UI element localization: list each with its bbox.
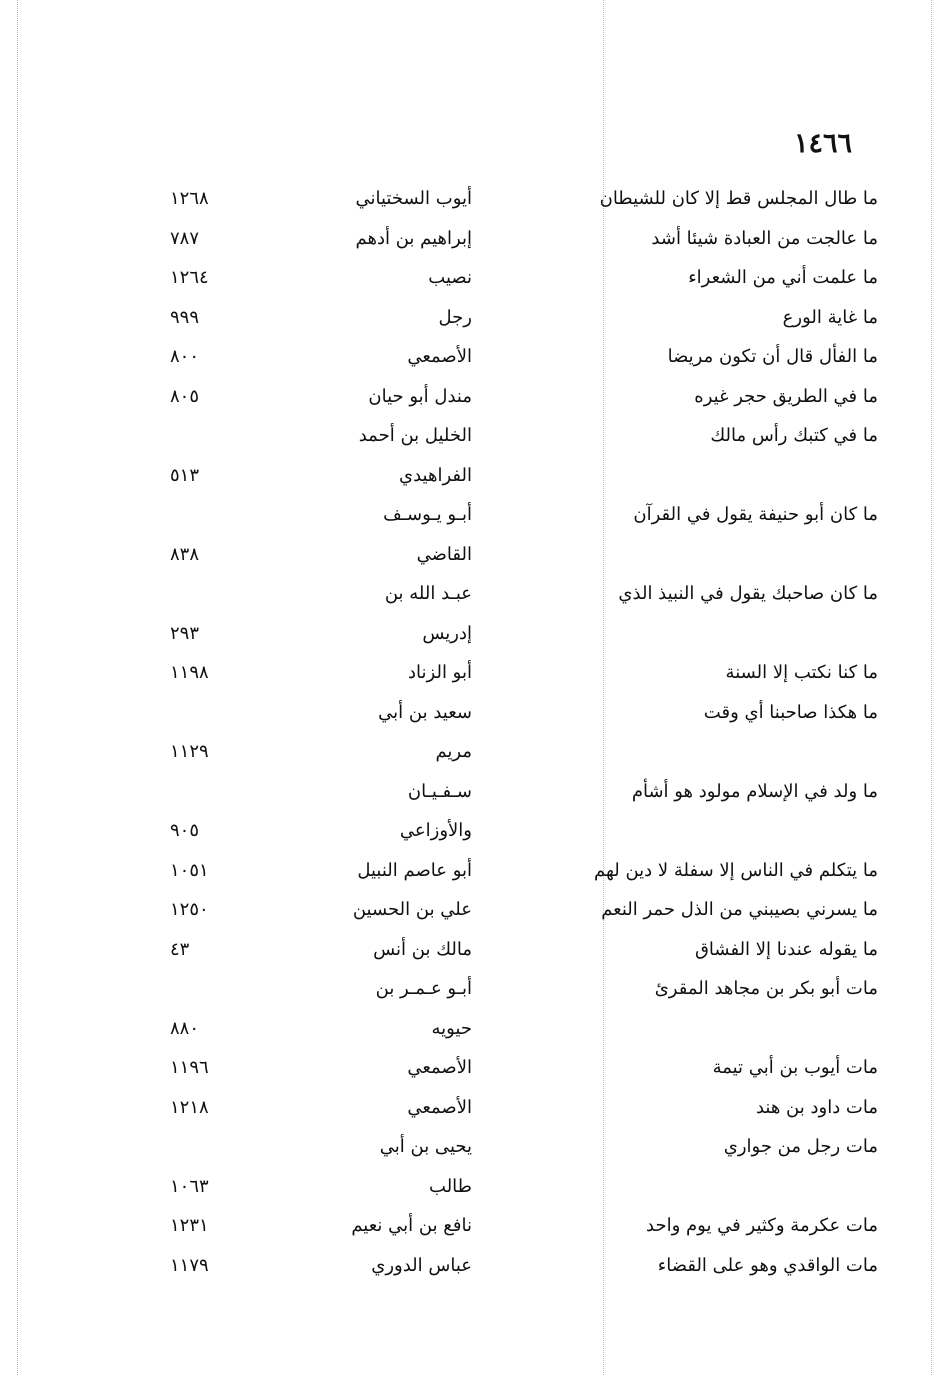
entry-phrase: ما ولد في الإسلام مولود هو أشأم xyxy=(631,780,878,802)
entry-reference-number: ١١٩٨ xyxy=(170,662,209,683)
index-entry-row xyxy=(0,970,944,1010)
entry-reference-number: ١٠٥١ xyxy=(170,859,209,881)
entry-reference-number: ٩٠٥ xyxy=(170,820,200,841)
entry-reference-number: ٥١٣ xyxy=(170,464,200,486)
index-entry-row xyxy=(0,299,944,339)
entry-narrator: الأصمعي xyxy=(407,346,472,367)
entry-reference-number: ١٢٣١ xyxy=(170,1215,209,1236)
index-entry-row xyxy=(0,1247,944,1287)
index-entry-row xyxy=(0,220,944,260)
index-entry-row xyxy=(0,1010,944,1050)
entry-narrator: أيوب السختياني xyxy=(355,188,472,209)
page-number: ١٤٦٦ xyxy=(793,128,852,159)
entry-reference-number: ١٢٦٤ xyxy=(170,267,209,288)
index-entry-row xyxy=(0,1089,944,1129)
entry-narrator: الخليل بن أحمد xyxy=(358,425,472,446)
entry-phrase: مات أيوب بن أبي تيمة xyxy=(712,1057,878,1078)
entry-reference-number: ٩٩٩ xyxy=(170,306,200,328)
entry-narrator: إبراهيم بن أدهم xyxy=(355,227,472,249)
index-entry-row xyxy=(0,1128,944,1168)
entry-narrator: نصيب xyxy=(428,267,472,288)
entry-narrator: عبـد الله بن xyxy=(384,583,472,604)
index-entry-row xyxy=(0,378,944,418)
entry-phrase: ما كنا نكتب إلا السنة xyxy=(725,662,878,683)
entry-reference-number: ١١٧٩ xyxy=(170,1254,209,1276)
entry-narrator: الأصمعي xyxy=(407,1057,472,1078)
index-entry-row xyxy=(0,615,944,655)
entry-narrator: علي بن الحسين xyxy=(352,899,472,920)
entry-reference-number: ٤٣ xyxy=(170,938,190,960)
entry-reference-number: ٨٠٥ xyxy=(170,385,200,407)
index-entry-row xyxy=(0,812,944,852)
entry-narrator: سعيد بن أبي xyxy=(378,701,472,723)
entry-reference-number: ٧٨٧ xyxy=(170,227,200,249)
index-entry-row xyxy=(0,852,944,892)
entry-phrase: ما كان أبو حنيفة يقول في القرآن xyxy=(633,504,878,525)
entry-reference-number: ٨٣٨ xyxy=(170,543,200,565)
index-entry-row xyxy=(0,694,944,734)
entry-narrator: إدريس xyxy=(422,622,472,644)
entry-narrator: نافع بن أبي نعيم xyxy=(351,1215,472,1236)
entry-phrase: ما في كتبك رأس مالك xyxy=(710,425,878,446)
entry-reference-number: ٨٠٠ xyxy=(170,346,200,367)
entry-narrator: أبو عاصم النبيل xyxy=(357,859,472,881)
entry-phrase: مات رجل من جواري xyxy=(723,1136,878,1157)
entry-narrator: سـفـيـان xyxy=(407,780,472,802)
entry-phrase: ما في الطريق حجر غيره xyxy=(694,385,878,407)
entry-narrator: يحيى بن أبي xyxy=(379,1136,472,1157)
entry-phrase: ما عالجت من العبادة شيئا أشد xyxy=(651,227,878,249)
entry-phrase: ما علمت أني من الشعراء xyxy=(688,267,878,288)
index-entry-row xyxy=(0,931,944,971)
entry-narrator: حيويه xyxy=(431,1017,472,1039)
entry-narrator: القاضي xyxy=(416,543,472,565)
entry-phrase: ما كان صاحبك يقول في النبيذ الذي xyxy=(618,583,878,604)
entry-phrase: مات الواقدي وهو على القضاء xyxy=(657,1254,878,1276)
entry-narrator: مريم xyxy=(435,741,472,762)
entry-phrase: ما طال المجلس قط إلا كان للشيطان xyxy=(599,188,878,209)
entry-narrator: أبـو يـوسـف xyxy=(383,504,472,525)
index-entry-row xyxy=(0,773,944,813)
index-entry-row xyxy=(0,338,944,378)
entry-reference-number: ١٢١٨ xyxy=(170,1096,209,1118)
index-entry-row xyxy=(0,417,944,457)
index-entry-row xyxy=(0,1168,944,1208)
index-entry-row xyxy=(0,536,944,576)
index-entry-row xyxy=(0,259,944,299)
index-entries xyxy=(0,180,944,1286)
entry-phrase: ما الفأل قال أن تكون مريضا xyxy=(667,346,878,367)
entry-phrase: ما يقوله عندنا إلا الفشاق xyxy=(694,938,878,960)
index-entry-row xyxy=(0,654,944,694)
entry-phrase: مات داود بن هند xyxy=(755,1096,878,1118)
entry-reference-number: ١١٢٩ xyxy=(170,741,209,762)
entry-phrase: ما هكذا صاحبنا أي وقت xyxy=(703,701,878,723)
index-entry-row xyxy=(0,496,944,536)
entry-narrator: والأوزاعي xyxy=(399,820,472,841)
index-entry-row xyxy=(0,1049,944,1089)
index-entry-row xyxy=(0,457,944,497)
index-entry-row xyxy=(0,733,944,773)
index-entry-row xyxy=(0,575,944,615)
entry-narrator: رجل xyxy=(438,306,472,328)
entry-narrator: أبو الزناد xyxy=(408,662,472,683)
entry-narrator: الفراهيدي xyxy=(399,464,472,486)
entry-narrator: طالب xyxy=(429,1175,472,1197)
entry-phrase: مات أبو بكر بن مجاهد المقرئ xyxy=(654,978,878,999)
index-entry-row xyxy=(0,891,944,931)
entry-phrase: ما يتكلم في الناس إلا سفلة لا دين لهم xyxy=(593,859,878,881)
entry-narrator: الأصمعي xyxy=(407,1096,472,1118)
entry-phrase: ما يسرني بصيبني من الذل حمر النعم xyxy=(601,899,878,920)
entry-narrator: عباس الدوري xyxy=(371,1254,472,1276)
index-entry-row xyxy=(0,180,944,220)
entry-narrator: مالك بن أنس xyxy=(373,938,472,960)
entry-phrase: ما غاية الورع xyxy=(782,306,878,328)
entry-reference-number: ١١٩٦ xyxy=(170,1057,209,1078)
index-entry-row xyxy=(0,1207,944,1247)
entry-reference-number: ٢٩٣ xyxy=(170,622,200,644)
entry-narrator: مندل أبو حيان xyxy=(368,385,472,407)
entry-reference-number: ١٠٦٣ xyxy=(170,1175,209,1197)
entry-narrator: أبـو عـمـر بن xyxy=(375,978,472,999)
entry-reference-number: ١٢٥٠ xyxy=(170,899,209,920)
entry-reference-number: ٨٨٠ xyxy=(170,1017,200,1039)
entry-phrase: مات عكرمة وكثير في يوم واحد xyxy=(646,1215,878,1236)
entry-reference-number: ١٢٦٨ xyxy=(170,188,209,209)
